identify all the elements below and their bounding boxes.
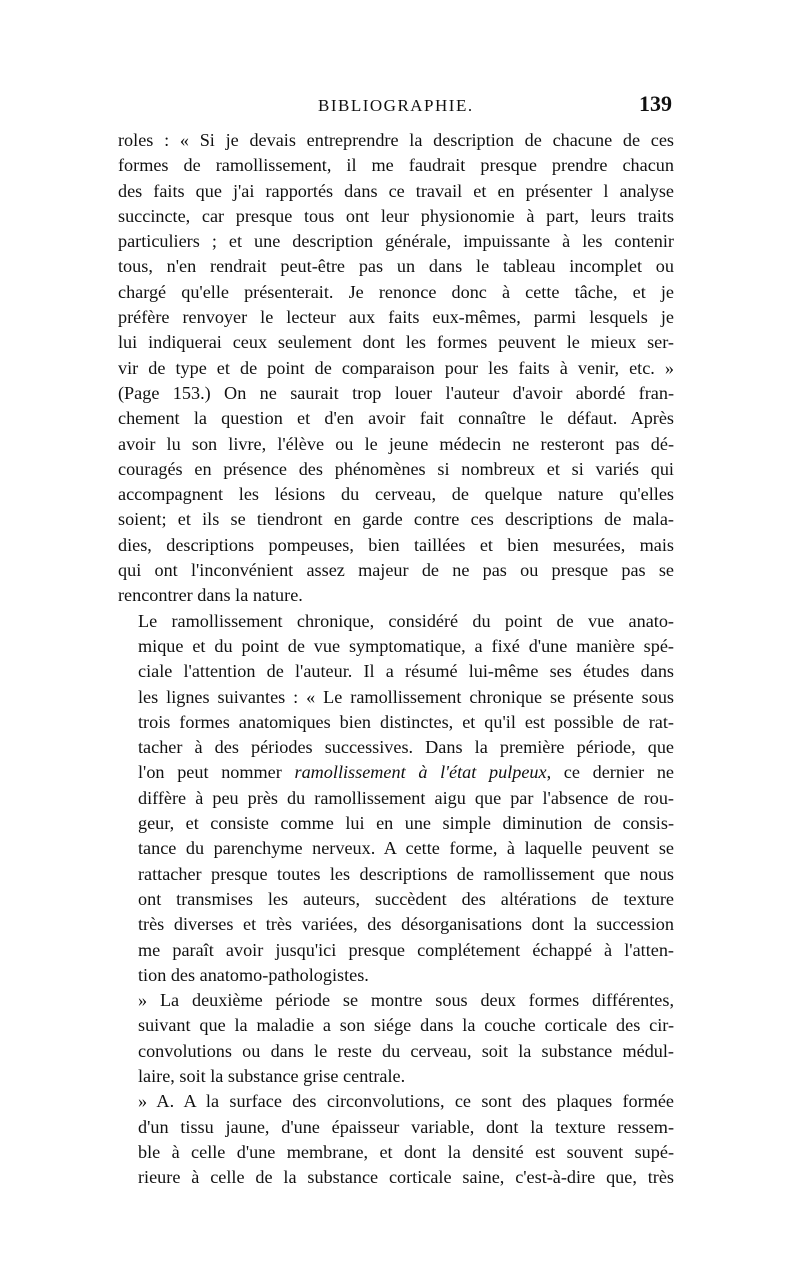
text-line: soient; et ils se tiendront en garde contre ces descriptions de mala-	[118, 509, 674, 530]
text-line: rencontrer dans la nature.	[118, 585, 303, 606]
running-head	[118, 92, 674, 128]
text-line: » La deuxième période se montre sous deux formes différentes,	[138, 990, 674, 1011]
text-line: préfère renvoyer le lecteur aux faits eux-mêmes, parmi lesquels je	[118, 307, 674, 328]
text-line: diffère à peu près du ramollissement aigu que par l'absence de rou-	[138, 787, 674, 808]
text-line: chargé qu'elle présenterait. Je renonce donc à cette tâche, et je	[118, 281, 674, 302]
page-number: 139	[639, 91, 672, 116]
text-line: dies, descriptions pompeuses, bien taillées et bien mesurées, mais	[118, 534, 674, 555]
text-line: convolutions ou dans le reste du cerveau, soit la substance médul-	[138, 1040, 674, 1061]
text-line: tance du parenchyme nerveux. A cette forme, à laquelle peuvent se	[138, 838, 674, 859]
text-line: rattacher presque toutes les descriptions de ramollissement que nous	[138, 863, 674, 884]
text-line: l'on peut nommer ramollissement à l'état pulpeux, ce dernier ne	[138, 762, 674, 783]
text-line: qui ont l'inconvénient assez majeur de ne pas ou presque pas se	[118, 560, 674, 581]
paragraph	[118, 128, 674, 609]
text-line: geur, et consiste comme lui en une simple diminution de consis-	[138, 813, 674, 834]
text-line: lui indiquerai ceux seulement dont les formes peuvent le mieux ser-	[118, 332, 674, 353]
text-line: Le ramollissement chronique, considéré du point de vue anato-	[138, 610, 674, 631]
text-line: laire, soit la substance grise centrale.	[138, 1065, 406, 1086]
text-line: couragés en présence des phénomènes si nombreux et si variés qui	[118, 458, 674, 479]
text-line: mique et du point de vue symptomatique, a fixé d'une manière spé-	[138, 635, 674, 656]
paragraph	[118, 988, 674, 1089]
text-line: succincte, car presque tous ont leur physionomie à part, leurs traits	[118, 205, 674, 226]
text-line: tous, n'en rendrait peut-être pas un dans le tableau incomplet ou	[118, 256, 674, 277]
text-line: » A. A la surface des circonvolutions, ce sont des plaques formée	[138, 1091, 674, 1112]
text-line: accompagnent les lésions du cerveau, de quelque nature qu'elles	[118, 484, 674, 505]
text-line: tacher à des périodes successives. Dans la première période, que	[138, 737, 674, 758]
body-text	[118, 128, 674, 1190]
text-line: me paraît avoir jusqu'ici presque complétement échappé à l'atten-	[138, 939, 674, 960]
text-line: ont transmises les auteurs, succèdent des altérations de texture	[138, 888, 674, 909]
text-line: chement la question et d'en avoir fait connaître le défaut. Après	[118, 408, 674, 429]
running-title: BIBLIOGRAPHIE.	[318, 96, 474, 115]
text-line: formes de ramollissement, il me faudrait presque prendre chacun	[118, 155, 674, 176]
text-line: particuliers ; et une description générale, impuissante à les contenir	[118, 231, 674, 252]
text-line: (Page 153.) On ne saurait trop louer l'auteur d'avoir abordé fran-	[118, 382, 674, 403]
text-line: vir de type et de point de comparaison pour les faits à venir, etc. »	[118, 357, 674, 378]
text-line: roles : « Si je devais entreprendre la description de chacune de ces	[118, 130, 674, 150]
text-line: très diverses et très variées, des désorganisations dont la succession	[138, 914, 674, 935]
text-line: trois formes anatomiques bien distinctes, et qu'il est possible de rat-	[138, 711, 674, 732]
text-line: tion des anatomo-pathologistes.	[138, 964, 369, 985]
paragraph	[118, 609, 674, 988]
text-line: d'un tissu jaune, d'une épaisseur variable, dont la texture ressem-	[138, 1116, 674, 1137]
text-line: ble à celle d'une membrane, et dont la densité est souvent supé-	[138, 1141, 674, 1162]
text-line: avoir lu son livre, l'élève ou le jeune médecin ne resteront pas dé-	[118, 433, 674, 454]
paragraph	[118, 1089, 674, 1190]
text-line: suivant que la maladie a son siége dans la couche corticale des cir-	[138, 1015, 674, 1036]
text-line: les lignes suivantes : « Le ramollissement chronique se présente sous	[138, 686, 674, 707]
book-page	[118, 92, 674, 1190]
italic-term: ramollissement à l'état pulpeux	[294, 762, 547, 783]
text-line: rieure à celle de la substance corticale saine, c'est-à-dire que, très	[138, 1167, 674, 1188]
text-line: ciale l'attention de l'auteur. Il a résumé lui-même ses études dans	[138, 661, 674, 682]
text-line: des faits que j'ai rapportés dans ce travail et en présenter l analyse	[118, 180, 674, 201]
